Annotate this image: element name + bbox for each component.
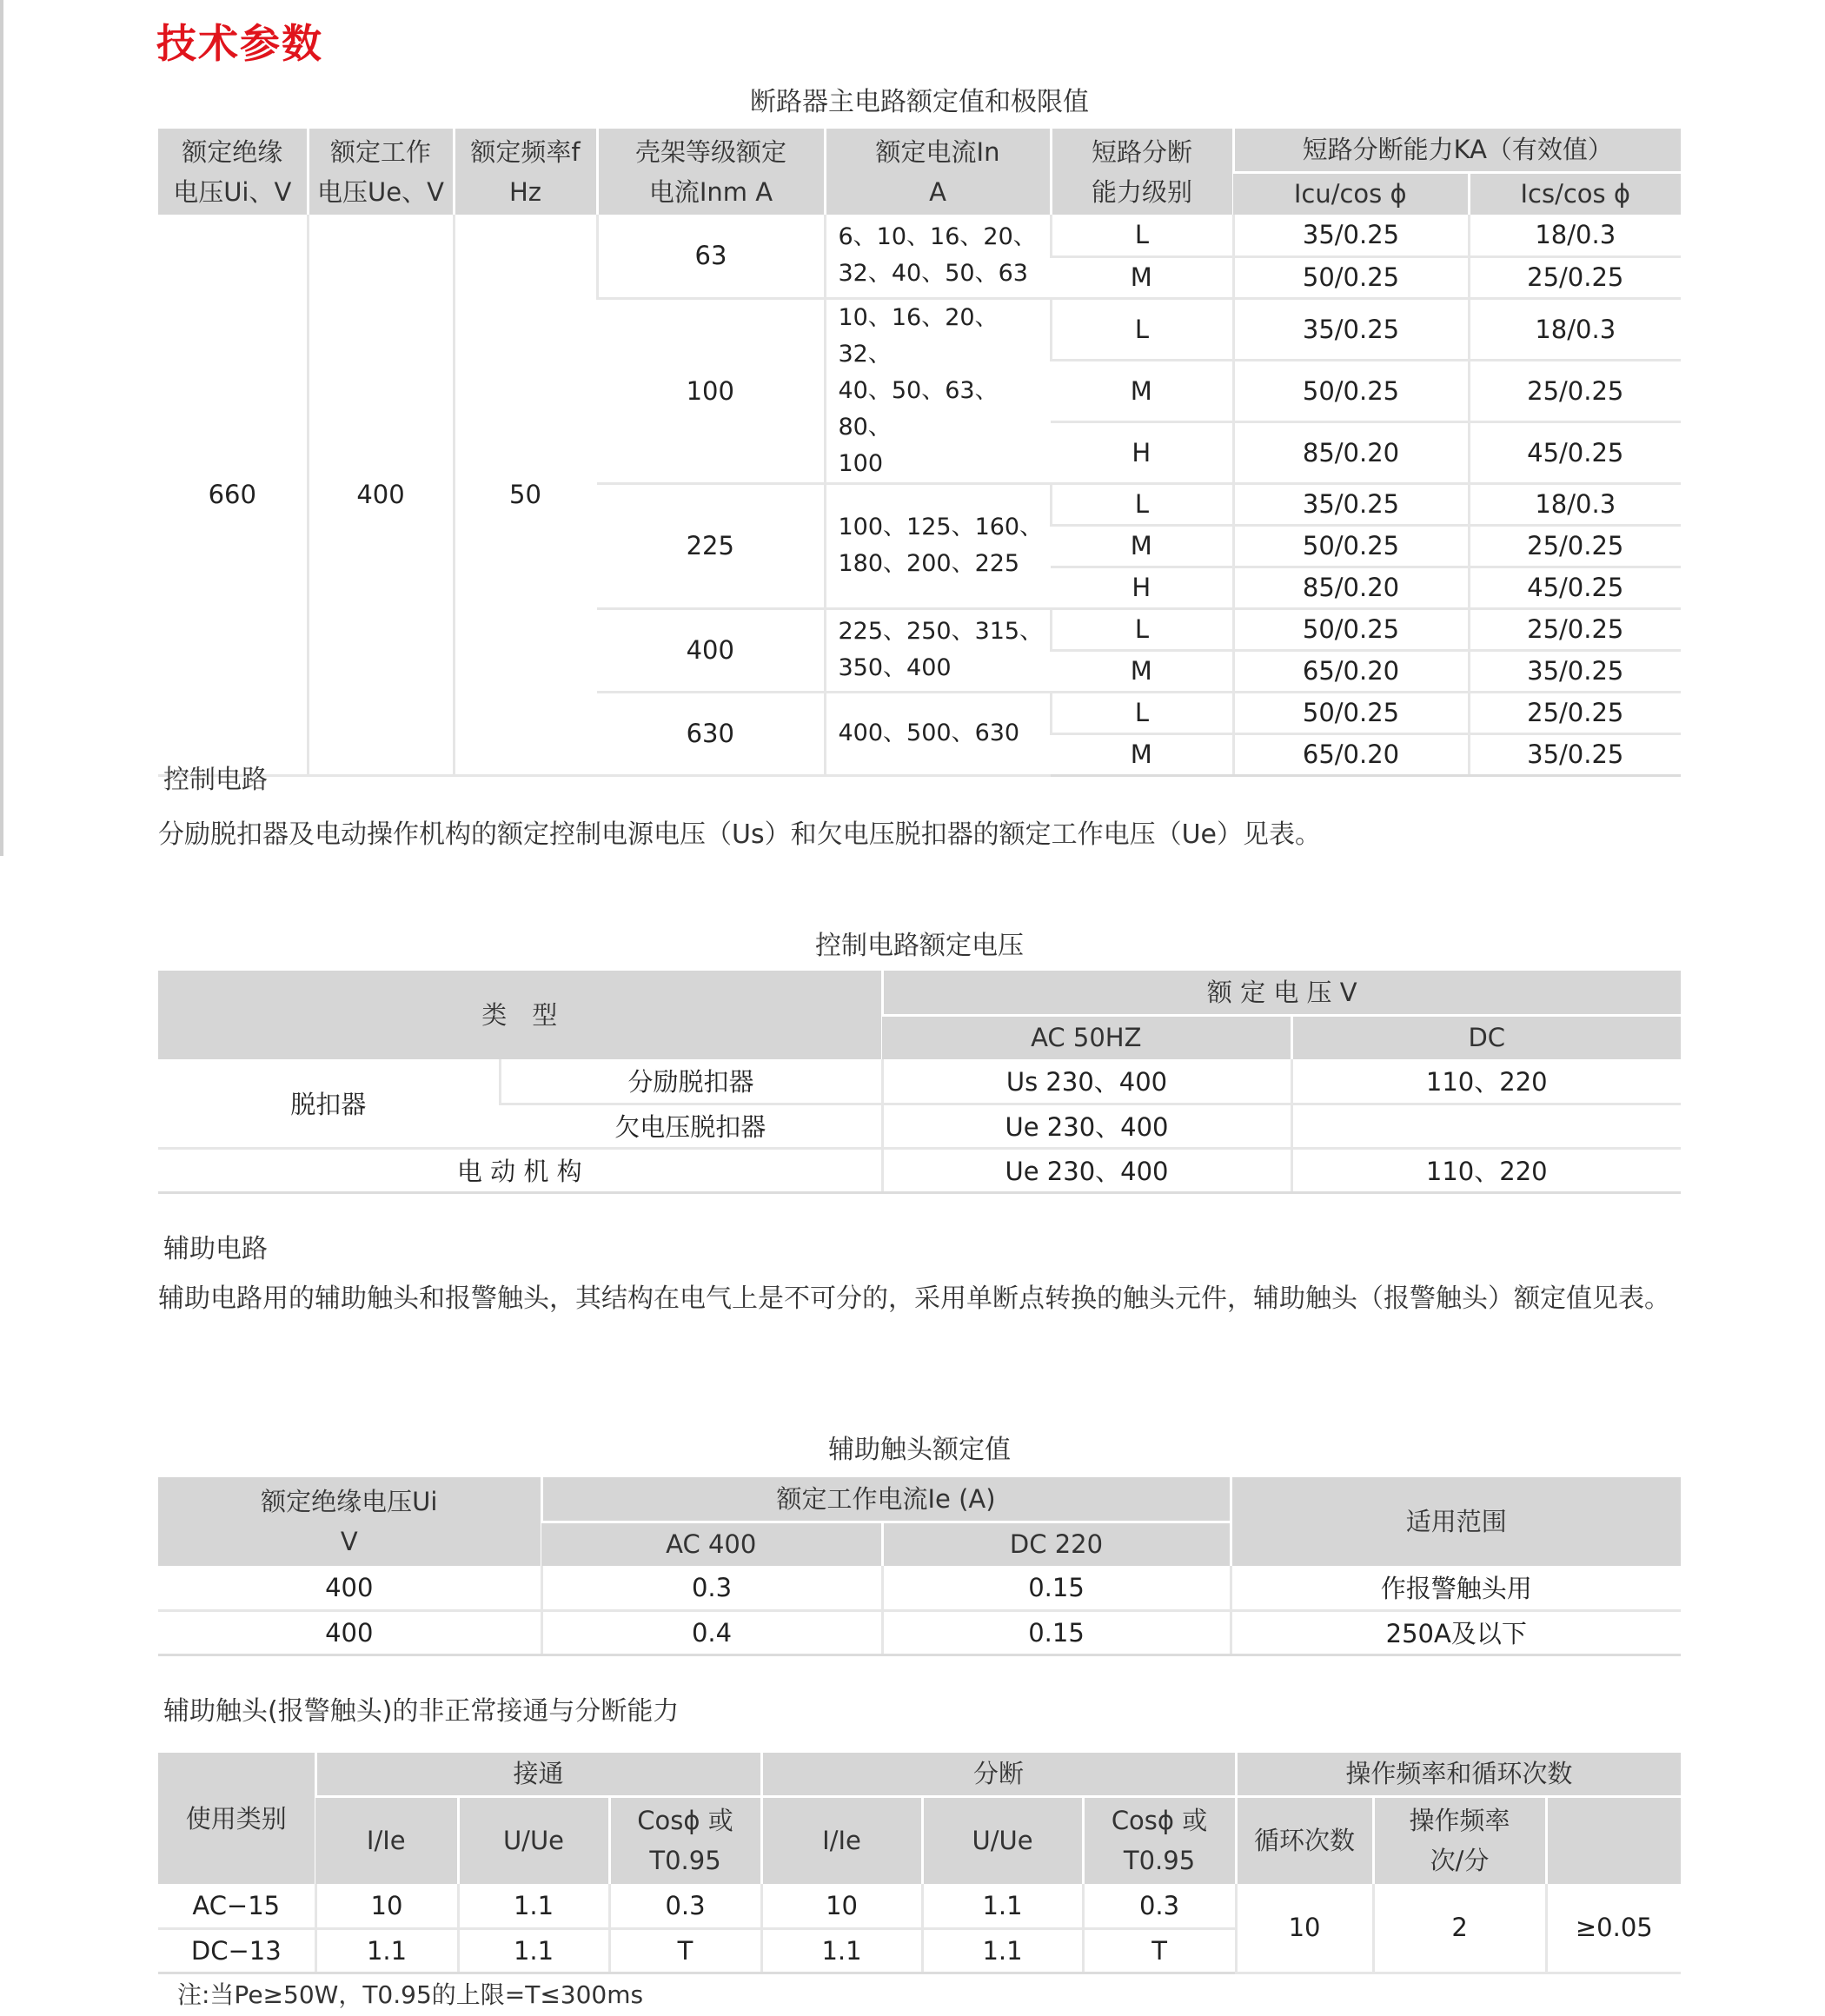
table-control-circuit-voltage: [158, 971, 1681, 1194]
make-cos-cell: 0.3: [609, 1884, 761, 1928]
ics-cell: 18/0.3: [1469, 483, 1681, 525]
header-rated-insulation-voltage: 额定绝缘 电压Ui、V: [158, 129, 308, 215]
scope-cell: 作报警触头用: [1231, 1566, 1681, 1610]
table1-caption: 断路器主电路额定值和极限值: [750, 87, 1089, 117]
ics-cell: 18/0.3: [1469, 298, 1681, 360]
icu-cell: 35/0.25: [1233, 215, 1469, 256]
header-operation-frequency: 操作频率 次/分: [1373, 1796, 1546, 1884]
header-rated-current: 额定电流In A: [825, 129, 1051, 215]
table2-caption: 控制电路额定电压: [815, 931, 1024, 961]
break-cos-cell: 0.3: [1083, 1884, 1236, 1928]
level-cell: M: [1051, 733, 1233, 775]
cycles-cell: 10: [1236, 1884, 1373, 1973]
header-ac-400: AC 400: [541, 1522, 882, 1566]
level-cell: M: [1051, 650, 1233, 692]
ics-cell: 35/0.25: [1469, 733, 1681, 775]
aux-circuit-text: 辅助电路用的辅助触头和报警触头，其结构在电气上是不可分的，采用单断点转换的触头元件，辅助触头（报警触头）额定值见表。: [158, 1283, 1670, 1314]
icu-cell: 50/0.25: [1233, 692, 1469, 733]
header-make-cos: Cosϕ 或 T0.95: [609, 1796, 761, 1884]
header-icu: Icu/cos ϕ: [1233, 172, 1469, 215]
icu-cell: 65/0.20: [1233, 733, 1469, 775]
ics-cell: 25/0.25: [1469, 608, 1681, 650]
page-heading: 技术参数: [156, 20, 323, 67]
frame-current-cell: 100: [597, 298, 825, 483]
ics-cell: 45/0.25: [1469, 567, 1681, 608]
header-break-uue: U/Ue: [922, 1796, 1083, 1884]
header-cycles: 循环次数: [1236, 1796, 1373, 1884]
header-breaking: 分断: [761, 1753, 1236, 1796]
undervoltage-release-label: 欠电压脱扣器: [500, 1104, 882, 1148]
table-row: [158, 215, 1681, 256]
header-rated-operating-current: 额定工作电流Ie (A): [541, 1477, 1231, 1522]
table-row: [158, 1566, 1681, 1610]
break-ile-cell: 10: [761, 1884, 922, 1928]
motor-ac-value: Ue 230、400: [882, 1148, 1291, 1192]
control-circuit-title: 控制电路: [163, 765, 268, 795]
release-label: 脱扣器: [158, 1059, 500, 1148]
scope-cell: 250A及以下: [1231, 1610, 1681, 1655]
header-frame-rated-current: 壳架等级额定 电流Inm A: [597, 129, 825, 215]
header-type: 类 型: [158, 971, 882, 1059]
icu-cell: 50/0.25: [1233, 360, 1469, 421]
ics-cell: 35/0.25: [1469, 650, 1681, 692]
table-row: [158, 1610, 1681, 1655]
shunt-dc-value: 110、220: [1291, 1059, 1681, 1104]
shunt-ac-value: Us 230、400: [882, 1059, 1291, 1104]
make-cos-cell: T: [609, 1928, 761, 1973]
table-aux-contact-abnormal-capacity: [158, 1753, 1681, 1974]
ac-cell: 0.4: [541, 1610, 882, 1655]
table3-caption: 辅助触头额定值: [828, 1435, 1011, 1465]
undervoltage-ac-value: Ue 230、400: [882, 1104, 1291, 1148]
icu-cell: 35/0.25: [1233, 298, 1469, 360]
motor-mechanism-label: 电 动 机 构: [158, 1148, 882, 1192]
frequency-cell: 2: [1373, 1884, 1546, 1973]
dc-cell: 0.15: [882, 1566, 1231, 1610]
header-dc-220: DC 220: [882, 1522, 1231, 1566]
table-row: [158, 1884, 1681, 1928]
shunt-release-label: 分励脱扣器: [500, 1059, 882, 1104]
header-rated-voltage: 额 定 电 压 V: [882, 971, 1681, 1015]
icu-cell: 35/0.25: [1233, 483, 1469, 525]
ics-cell: 45/0.25: [1469, 421, 1681, 483]
table4-note: 注:当Pe≥50W，T0.95的上限=T≤300ms: [177, 1980, 644, 2009]
header-breaking-capacity: 短路分断能力KA（有效值）: [1233, 129, 1681, 172]
level-cell: L: [1051, 608, 1233, 650]
table-main-circuit-ratings: [158, 129, 1681, 777]
icu-cell: 85/0.20: [1233, 421, 1469, 483]
icu-cell: 65/0.20: [1233, 650, 1469, 692]
break-cos-cell: T: [1083, 1928, 1236, 1973]
frame-current-cell: 225: [597, 483, 825, 608]
make-uue-cell: 1.1: [458, 1928, 609, 1973]
header-utilization-category: 使用类别: [158, 1753, 315, 1884]
category-cell: AC−15: [158, 1884, 315, 1928]
level-cell: H: [1051, 567, 1233, 608]
frame-current-cell: 400: [597, 608, 825, 692]
table4-title: 辅助触头(报警触头)的非正常接通与分断能力: [163, 1696, 680, 1727]
ics-cell: 25/0.25: [1469, 256, 1681, 298]
icu-cell: 85/0.20: [1233, 567, 1469, 608]
header-blank: [1546, 1796, 1681, 1884]
break-ile-cell: 1.1: [761, 1928, 922, 1973]
header-breaking-level: 短路分断 能力级别: [1051, 129, 1233, 215]
table-row: [158, 1059, 1681, 1104]
header-making: 接通: [315, 1753, 761, 1796]
level-cell: M: [1051, 256, 1233, 298]
ics-cell: 25/0.25: [1469, 525, 1681, 567]
motor-dc-value: 110、220: [1291, 1148, 1681, 1192]
aux-circuit-title: 辅助电路: [163, 1234, 268, 1264]
table-aux-contact-ratings: [158, 1477, 1681, 1656]
break-uue-cell: 1.1: [922, 1928, 1083, 1973]
ui-value: 660: [158, 215, 308, 775]
break-uue-cell: 1.1: [922, 1884, 1083, 1928]
level-cell: M: [1051, 360, 1233, 421]
level-cell: H: [1051, 421, 1233, 483]
table-row: [158, 1148, 1681, 1192]
header-make-uue: U/Ue: [458, 1796, 609, 1884]
ue-value: 400: [308, 215, 454, 775]
header-operation-frequency-cycles: 操作频率和循环次数: [1236, 1753, 1681, 1796]
level-cell: M: [1051, 525, 1233, 567]
icu-cell: 50/0.25: [1233, 256, 1469, 298]
icu-cell: 50/0.25: [1233, 608, 1469, 650]
level-cell: L: [1051, 298, 1233, 360]
icu-cell: 50/0.25: [1233, 525, 1469, 567]
extra-value-cell: ≥0.05: [1546, 1884, 1681, 1973]
ui-cell: 400: [158, 1566, 541, 1610]
undervoltage-dc-value: [1291, 1104, 1681, 1148]
left-edge-rule: [0, 0, 3, 856]
level-cell: L: [1051, 215, 1233, 256]
frequency-value: 50: [454, 215, 597, 775]
ics-cell: 25/0.25: [1469, 360, 1681, 421]
rated-current-cell: 6、10、16、20、 32、40、50、63: [825, 215, 1051, 298]
header-rated-insulation-voltage: 额定绝缘电压Ui V: [158, 1477, 541, 1566]
header-break-cos: Cosϕ 或 T0.95: [1083, 1796, 1236, 1884]
ics-cell: 25/0.25: [1469, 692, 1681, 733]
ac-cell: 0.3: [541, 1566, 882, 1610]
header-rated-frequency: 额定频率f Hz: [454, 129, 597, 215]
make-ile-cell: 1.1: [315, 1928, 458, 1973]
header-make-ile: I/Ie: [315, 1796, 458, 1884]
control-circuit-text: 分励脱扣器及电动操作机构的额定控制电源电压（Us）和欠电压脱扣器的额定工作电压（Ue）见表。: [158, 819, 1322, 850]
level-cell: L: [1051, 692, 1233, 733]
frame-current-cell: 630: [597, 692, 825, 775]
rated-current-cell: 10、16、20、32、 40、50、63、80、 100: [825, 298, 1051, 483]
header-ac: AC 50HZ: [882, 1015, 1291, 1059]
rated-current-cell: 400、500、630: [825, 692, 1051, 775]
frame-current-cell: 63: [597, 215, 825, 298]
category-cell: DC−13: [158, 1928, 315, 1973]
header-rated-operating-voltage: 额定工作 电压Ue、V: [308, 129, 454, 215]
header-break-ile: I/Ie: [761, 1796, 922, 1884]
rated-current-cell: 225、250、315、 350、400: [825, 608, 1051, 692]
make-ile-cell: 10: [315, 1884, 458, 1928]
header-dc: DC: [1291, 1015, 1681, 1059]
rated-current-cell: 100、125、160、 180、200、225: [825, 483, 1051, 608]
ui-cell: 400: [158, 1610, 541, 1655]
level-cell: L: [1051, 483, 1233, 525]
ics-cell: 18/0.3: [1469, 215, 1681, 256]
dc-cell: 0.15: [882, 1610, 1231, 1655]
header-ics: Ics/cos ϕ: [1469, 172, 1681, 215]
make-uue-cell: 1.1: [458, 1884, 609, 1928]
header-scope: 适用范围: [1231, 1477, 1681, 1566]
